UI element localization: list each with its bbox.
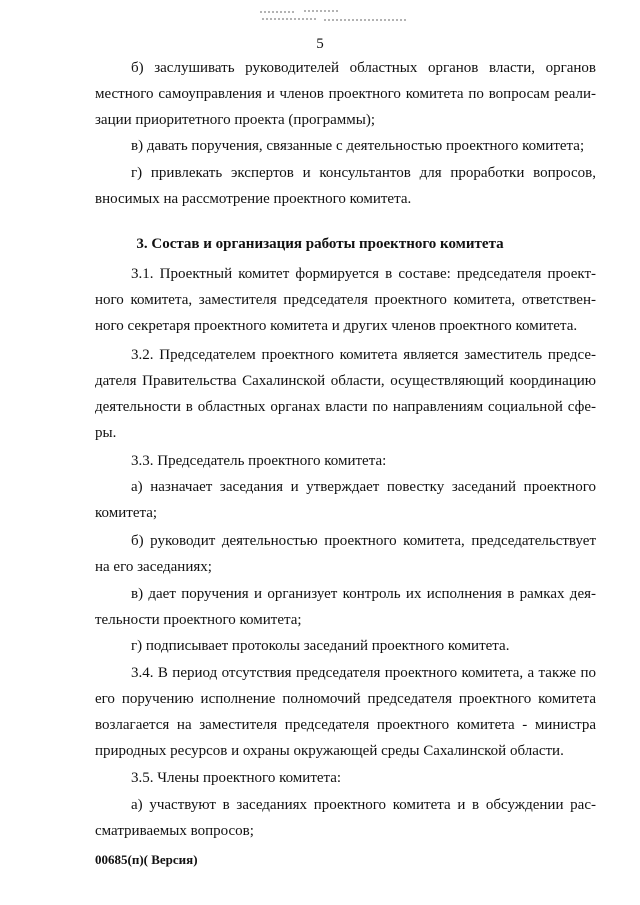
text-line: ного секретаря проектного комитета и других членов проектного комитета. [95,318,578,334]
text-line: местного самоуправления и членов проектного комитета по вопросам реали- [95,86,596,102]
text-line: деятельности в областных органах власти по направлениям социальной сфе- [95,399,596,415]
text-line: в) дает поручения и организует контроль их исполнения в рамках дея- [131,586,596,602]
text-line: а) участвуют в заседаниях проектного комитета и в обсуждении рас- [131,797,596,813]
text-line: 3.2. Председателем проектного комитета является заместитель предсе- [131,347,596,363]
text-line: дателя Правительства Сахалинской области, осуществляющий координацию [95,373,596,389]
text-line: а) назначает заседания и утверждает повестку заседаний проектного [131,479,596,495]
text-line: вносимых на рассмотрение проектного комитета. [95,191,412,207]
text-line: его поручению исполнение полномочий председателя проектного комитета [95,691,596,707]
text-line: 3.1. Проектный комитет формируется в составе: председателя проект- [131,266,596,282]
text-line: в) давать поручения, связанные с деятельностью проектного комитета; [131,138,585,154]
text-line: 3.4. В период отсутствия председателя проектного комитета, а также по [131,665,596,681]
text-line: зации приоритетного проекта (программы); [95,112,375,128]
text-line: 3.5. Члены проектного комитета: [131,770,342,786]
text-line: на его заседаниях; [95,559,212,575]
page-number: 5 [316,36,324,52]
text-line: ры. [95,425,117,441]
text-line: г) привлекать экспертов и консультантов для проработки вопросов, [131,165,596,181]
section-heading: 3. Состав и организация работы проектного комитета [136,236,504,252]
text-line: ного комитета, заместителя председателя проектного комитета, ответствен- [95,292,596,308]
text-line: б) заслушивать руководителей областных органов власти, органов [131,60,596,76]
document-footer-code: 00685(п)( Версия) [95,852,198,867]
text-line: природных ресурсов и охраны окружающей среды Сахалинской области. [95,743,564,759]
text-line: возлагается на заместителя председателя проектного комитета - министра [95,717,596,733]
text-line: сматриваемых вопросов; [95,823,254,839]
text-line: 3.3. Председатель проектного комитета: [131,453,387,469]
text-line: комитета; [95,505,158,521]
text-line: тельности проектного комитета; [95,612,302,628]
text-line: г) подписывает протоколы заседаний проектного комитета. [131,638,510,654]
text-line: б) руководит деятельностью проектного комитета, председательствует [131,533,596,549]
scan-artifact-mark [258,6,408,24]
